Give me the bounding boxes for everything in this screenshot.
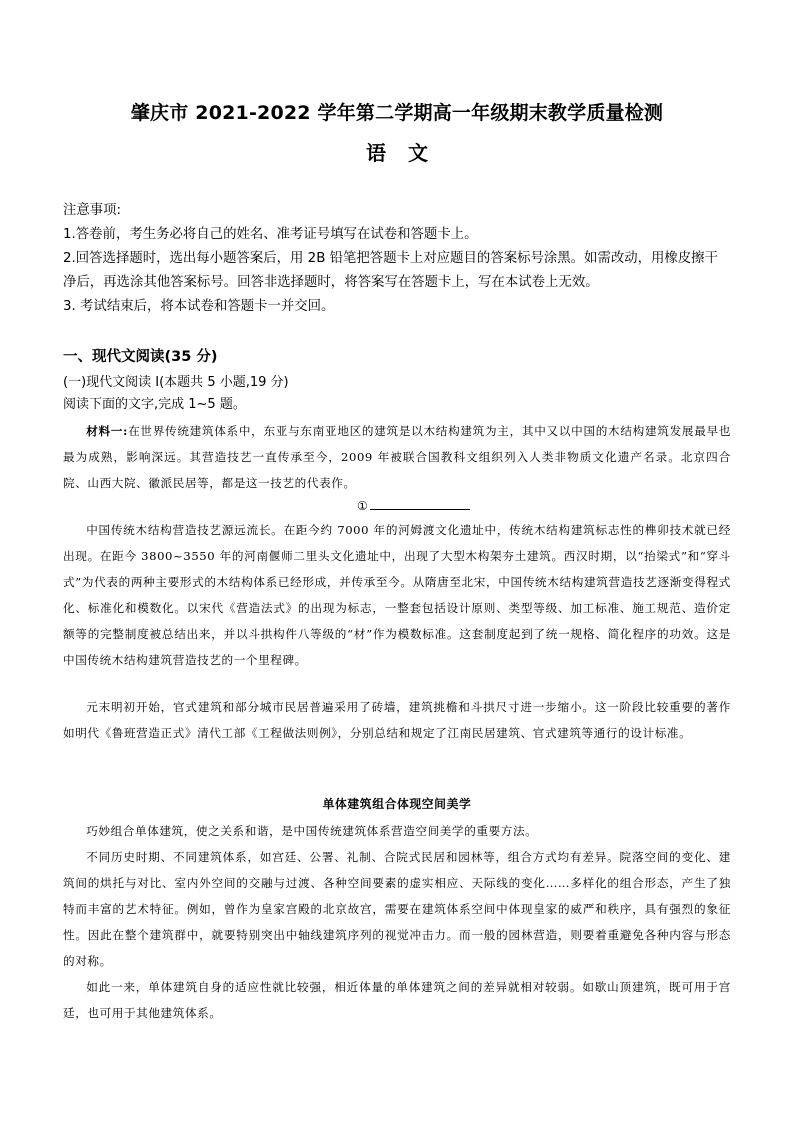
fill-in-blank <box>357 497 470 513</box>
material-one-paragraph <box>63 418 731 496</box>
subsection-paragraph-2: 不同历史时期、不同建筑体系，如宫廷、公署、礼制、合院式民居和园林等，组合方式均有差异。院落空间的变化、建筑间的烘托与对比、室内外空间的交融与过渡、各种空间要素的虚实相应、天际线的变化……多样化的组合形态，产生了独特而丰富的艺术特征。例如，曾作为皇家宫殿的北京故宫，需要在建筑体系空间中体现皇家的威严和秩序，具有强烈的象征性。因此在整个建筑群中，就要特别突出中轴线建筑序列的视觉冲击力。而一般的园林营造，则要着重避免各种内容与形态的对称。 <box>63 850 731 968</box>
note-item-1: 1.答卷前，考生务必将自己的姓名、准考证号填写在试卷和答题卡上。 <box>63 227 478 242</box>
passage-paragraph-2 <box>63 517 731 673</box>
exam-notes <box>63 199 731 319</box>
paragraph-3-text: 元末明初开始，官式建筑和部分城市民居普遍采用了砖墙，建筑挑檐和斗拱尺寸进一步缩小。这一阶段比较重要的著作如明代《鲁班营造正式》清代工部《工程做法则例》，分别总结和规定了江南民居建筑、官式建筑等通行的设计标准。 <box>63 700 731 740</box>
passage-paragraph-3 <box>63 694 731 746</box>
blank-underline <box>370 497 470 510</box>
note-item-2: 2.回答选择题时，选出每小题答案后，用 2B 铅笔把答题卡上对应题目的答案标号涂黑。如需改动，用橡皮擦干净后，再选涂其他答案标号。回答非选择题时，将答案写在答题卡上，写在本试卷上无效。 <box>63 251 718 290</box>
section-subheading: (一)现代文阅读 I(本题共 5 小题,19 分) <box>63 375 289 390</box>
section-heading: 一、现代文阅读(35 分) <box>63 349 218 365</box>
section-instruction: 阅读下面的文字,完成 1~5 题。 <box>63 397 246 412</box>
blank-marker: ① <box>357 499 368 513</box>
note-item-3: 3. 考试结束后，将本试卷和答题卡一并交回。 <box>63 299 335 314</box>
material-one-body: 在世界传统建筑体系中，东亚与东南亚地区的建筑是以木结构建筑为主，其中又以中国的木结构建筑发展最早也最为成熟，影响深远。其营造技艺一直传承至今，2009 年被联合国教科文组织列入人类非物质文化遗产名录。北京四合院、山西大院、徽派民居等，都是这一技艺的代表作。 <box>63 424 732 490</box>
subsection-paragraph-1: 巧妙组合单体建筑，使之关系和谐，是中国传统建筑体系营造空间美学的重要方法。 <box>86 824 538 838</box>
paragraph-2-text: 中国传统木结构营造技艺源远流长。在距今约 7000 年的河姆渡文化遗址中，传统木结构建筑标志性的榫卯技术就已经出现。在距今 3800~3550 年的河南偃师二里头文化遗址中，出现了大型木构架夯土建筑。西汉时期，以“抬梁式”和“穿斗式”为代表的两种主要形式的木结构体系已经形成，并传承至今。从隋唐至北宋，中国传统木结构建筑营造技艺逐渐变得程式化、标准化和模数化。以宋代《营造法式》的出现为标志，一整套包括设计原则、类型等级、加工标准、施工规范、造价定额等的完整制度被总结出来，并以斗拱构件八等级的“材”作为模数标准。这套制度起到了统一规格、简化程序的功效。这是中国传统木结构建筑营造技艺的一个里程碑。 <box>63 523 731 667</box>
material-one-lead: 材料一: <box>86 424 128 438</box>
subsection-paragraph-3: 如此一来，单体建筑自身的适应性就比较强，相近体量的单体建筑之间的差异就相对较弱。如歇山顶建筑，既可用于宫廷，也可用于其他建筑体系。 <box>63 980 731 1020</box>
subject-title: 语文 <box>366 141 450 165</box>
notes-heading: 注意事项: <box>63 203 122 218</box>
exam-title: 肇庆市 2021-2022 学年第二学期高一年级期末教学质量检测 <box>130 102 664 124</box>
subsection-body <box>63 818 731 1026</box>
subsection-title: 单体建筑组合体现空间美学 <box>322 797 472 811</box>
section-subheading-block <box>63 372 731 416</box>
material-one-text <box>63 418 731 496</box>
